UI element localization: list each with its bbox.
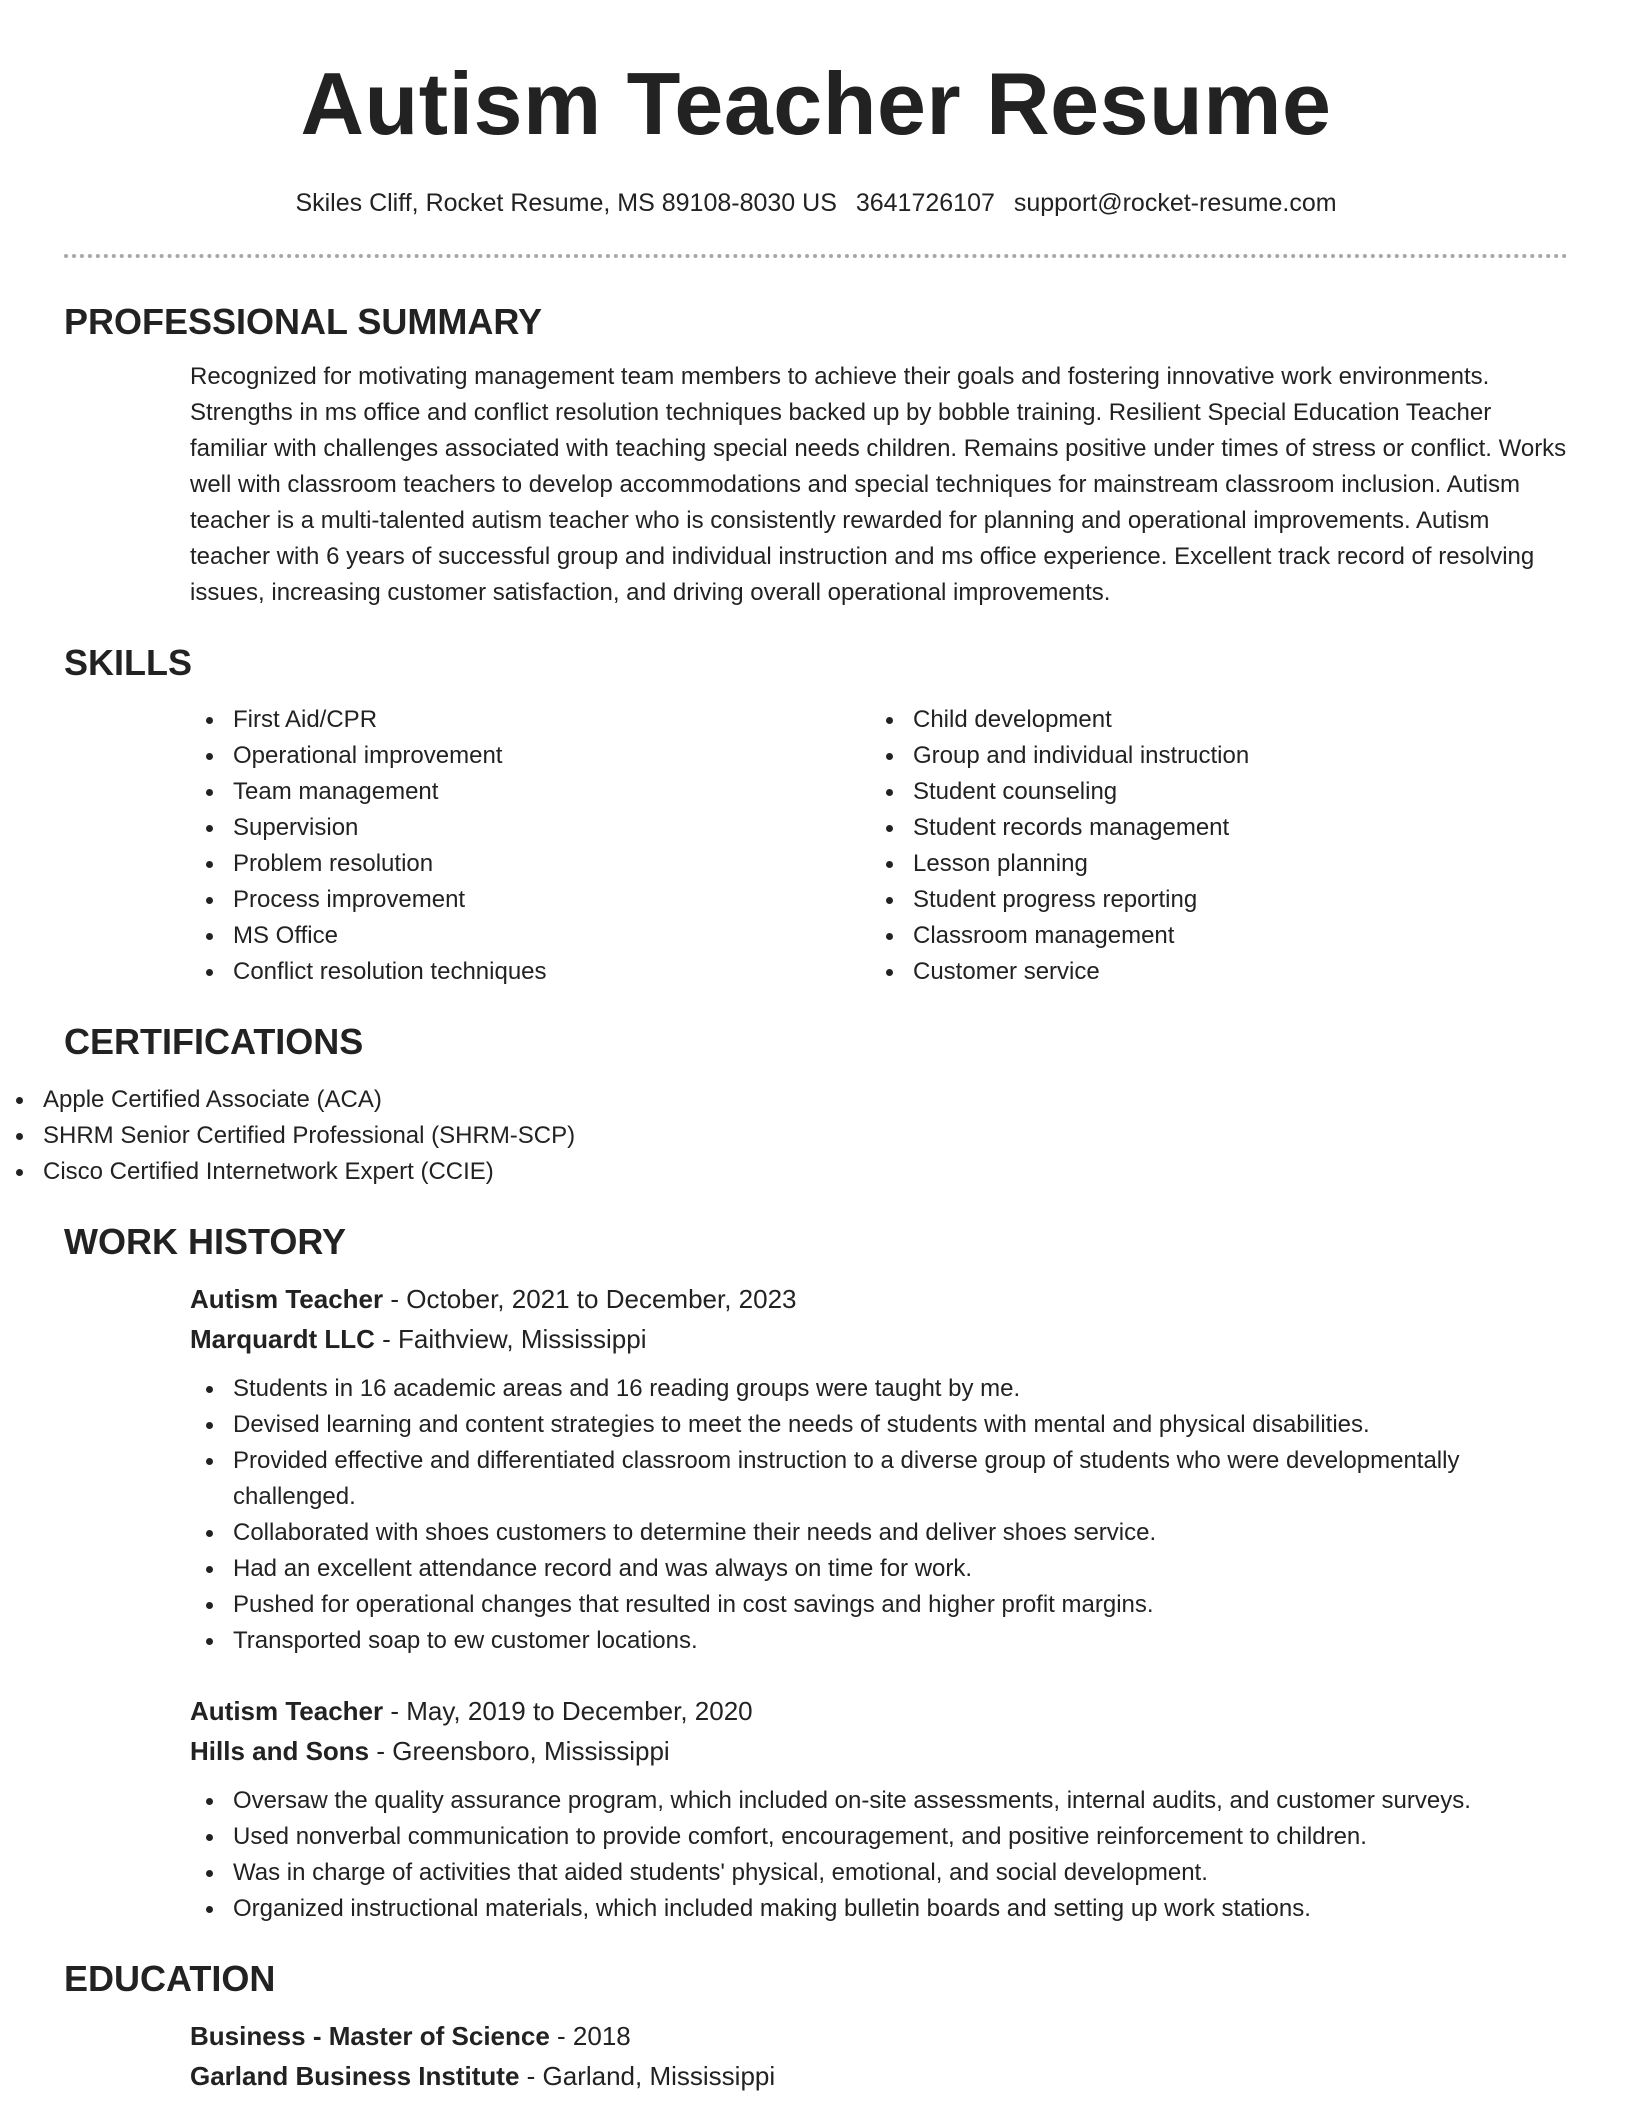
job-company: Hills and Sons [190, 1735, 370, 1766]
skill-item: Operational improvement [190, 738, 870, 774]
job-location: - Greensboro, Mississippi [369, 1735, 670, 1766]
work-history-heading: WORK HISTORY [64, 1220, 347, 1262]
certification-item: Apple Certified Associate (ACA) [0, 1082, 1632, 1118]
skill-item: Group and individual instruction [870, 738, 1550, 774]
job-bullet: Devised learning and content strategies to meet the needs of students with mental and physical disabilities. [190, 1407, 1568, 1443]
skill-item: Classroom management [870, 918, 1550, 954]
job-bullet: Used nonverbal communication to provide comfort, encouragement, and positive reinforcement to children. [190, 1819, 1568, 1855]
job-company-line [190, 1319, 1568, 1359]
skill-item: Child development [870, 702, 1550, 738]
education-entry [190, 2016, 1568, 2096]
education-location: - Garland, Mississippi [519, 2060, 776, 2091]
skill-item: Problem resolution [190, 846, 870, 882]
skill-item: Student counseling [870, 774, 1550, 810]
job-title-line [190, 1691, 1568, 1731]
job-title: Autism Teacher [190, 1695, 384, 1726]
skills-column-right [870, 702, 1550, 990]
job-dates: - May, 2019 to December, 2020 [383, 1695, 753, 1726]
job-bullet: Pushed for operational changes that resulted in cost savings and higher profit margins. [190, 1587, 1568, 1623]
job-company: Marquardt LLC [190, 1323, 375, 1354]
certifications-heading: CERTIFICATIONS [64, 1021, 364, 1063]
education-school: Garland Business Institute [190, 2060, 520, 2091]
skills-list [190, 702, 1632, 990]
skill-item: First Aid/CPR [190, 702, 870, 738]
resume-title: Autism Teacher Resume [300, 54, 1332, 153]
contact-phone: 3641726107 [855, 189, 995, 217]
job-bullets [190, 1371, 1568, 1659]
job-bullet: Students in 16 academic areas and 16 reading groups were taught by me. [190, 1371, 1568, 1407]
skills-heading: SKILLS [64, 642, 193, 684]
skill-item: Student records management [870, 810, 1550, 846]
job-bullets [190, 1783, 1568, 1927]
skill-item: Team management [190, 774, 870, 810]
skill-item: Supervision [190, 810, 870, 846]
skill-item: MS Office [190, 918, 870, 954]
job-bullet: Provided effective and differentiated classroom instruction to a diverse group of students who were developmentally challenged. [190, 1443, 1568, 1515]
contact-line [0, 188, 1632, 218]
job-bullet: Transported soap to ew customer locations. [190, 1623, 1568, 1659]
certification-item: Cisco Certified Internetwork Expert (CCIE) [0, 1154, 1632, 1190]
skill-item: Student progress reporting [870, 882, 1550, 918]
job-bullet: Collaborated with shoes customers to determine their needs and deliver shoes service. [190, 1515, 1568, 1551]
header-divider [64, 254, 1568, 258]
job-title: Autism Teacher [190, 1283, 384, 1314]
job-title-line [190, 1279, 1568, 1319]
education-heading: EDUCATION [64, 1957, 276, 1999]
education-degree-line [190, 2016, 1568, 2056]
job-bullet: Was in charge of activities that aided students' physical, emotional, and social development. [190, 1855, 1568, 1891]
education-year: - 2018 [549, 2020, 631, 2051]
job-bullet: Organized instructional materials, which included making bulletin boards and setting up work stations. [190, 1891, 1568, 1927]
certifications-list [0, 1082, 1632, 1190]
summary-text: Recognized for motivating management team members to achieve their goals and fostering innovative work environments. Strengths in ms office and conflict resolution techniques backed up by bobble training. Resilient Special Education Teacher familiar with challenges associated with teaching special needs children. Remains positive under times of stress or conflict. Works well with classroom teachers to develop accommodations and special techniques for mainstream classroom inclusion. Autism teacher is a multi-talented autism teacher who is consistently rewarded for planning and operational improvements. Autism teacher with 6 years of successful group and individual instruction and ms office experience. Excellent track record of resolving issues, increasing customer satisfaction, and driving overall operational improvements. [190, 363, 1567, 607]
job-bullet: Had an excellent attendance record and was always on time for work. [190, 1551, 1568, 1587]
skills-column-left [190, 702, 870, 990]
job-company-line [190, 1731, 1568, 1771]
job-entry [190, 1279, 1568, 1659]
education-degree: Business - Master of Science [190, 2020, 550, 2051]
certification-item: SHRM Senior Certified Professional (SHRM-SCP) [0, 1118, 1632, 1154]
job-location: - Faithview, Mississippi [374, 1323, 647, 1354]
skill-item: Process improvement [190, 882, 870, 918]
skill-item: Conflict resolution techniques [190, 954, 870, 990]
contact-email: support@rocket-resume.com [1013, 189, 1337, 217]
skill-item: Lesson planning [870, 846, 1550, 882]
contact-address: Skiles Cliff, Rocket Resume, MS 89108-8030 US [295, 189, 837, 217]
job-dates: - October, 2021 to December, 2023 [383, 1283, 797, 1314]
education-school-line [190, 2056, 1568, 2096]
job-entry [190, 1691, 1568, 1927]
job-bullet: Oversaw the quality assurance program, which included on-site assessments, internal audits, and customer surveys. [190, 1783, 1568, 1819]
skill-item: Customer service [870, 954, 1550, 990]
summary-heading: PROFESSIONAL SUMMARY [64, 301, 543, 342]
